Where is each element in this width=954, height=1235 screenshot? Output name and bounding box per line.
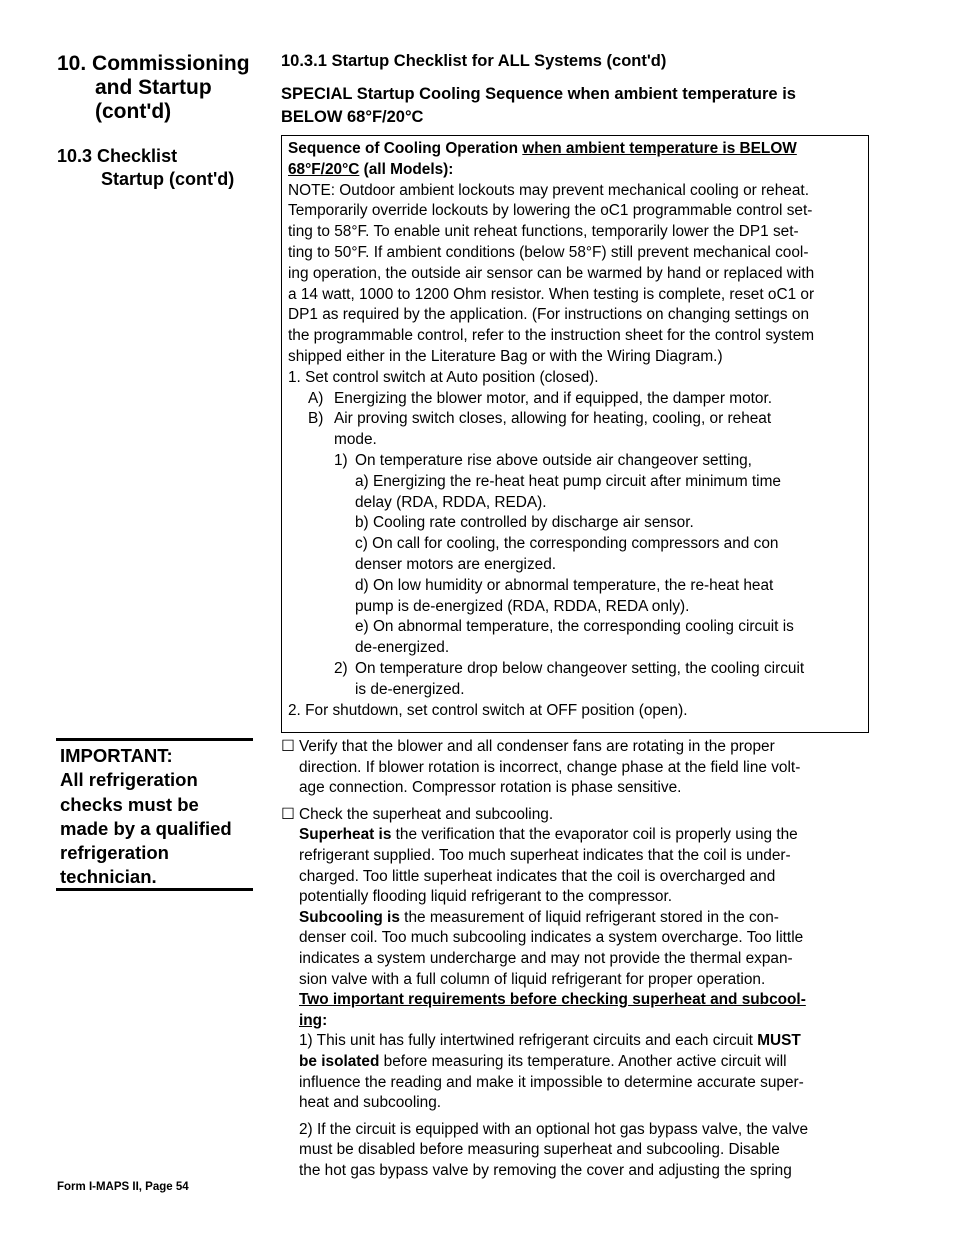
step-a-text: Energizing the blower motor, and if equipped, the damper motor. <box>334 389 773 407</box>
substep-2-line2: is de-energized. <box>355 680 465 698</box>
requirements-line2: ing <box>299 1011 323 1029</box>
req1-must: MUST <box>757 1032 801 1050</box>
note-line: DP1 as required by the application. (For instructions on changing settings on <box>288 306 810 324</box>
important-callout <box>56 738 253 891</box>
step-b-label: B) <box>308 410 324 428</box>
requirements-heading <box>281 990 869 1031</box>
box-title-a: Sequence of Cooling Operation <box>288 140 523 157</box>
note-line: ing operation, the outside air sensor can be warmed by hand or replaced with <box>288 264 815 282</box>
note-line: NOTE: Outdoor ambient lockouts may prevent mechanical cooling or reheat. <box>288 181 809 199</box>
important-line: technician. <box>60 866 157 888</box>
req1-line: heat and subcooling. <box>299 1094 442 1112</box>
chapter-heading-line1: 10. Commissioning <box>57 52 250 75</box>
box-title <box>288 139 865 181</box>
subsection-title: 10.3.1 Startup Checklist for ALL Systems (cont'd) <box>281 52 667 70</box>
superheat-term: Superheat is <box>299 826 392 844</box>
req1-line: influence the reading and make it impossible to determine accurate super- <box>299 1073 804 1091</box>
item-c-line2: denser motors are energized. <box>355 555 557 573</box>
substep-1-label: 1) <box>334 451 348 469</box>
req1-line: before measuring its temperature. Another active circuit will <box>379 1052 787 1070</box>
step-a <box>288 389 865 410</box>
subcooling-term: Subcooling is <box>299 908 400 926</box>
verify-line: age connection. Compressor rotation is phase sensitive. <box>299 779 682 797</box>
special-title-line1: SPECIAL Startup Cooling Sequence when ambient temperature is <box>281 85 796 103</box>
subcooling-line: indicates a system undercharge and may not provide the thermal expan- <box>299 949 793 967</box>
cooling-sequence-box <box>281 135 869 733</box>
important-line: All refrigeration <box>60 769 198 791</box>
step-1: 1. Set control switch at Auto position (closed). <box>288 368 599 386</box>
section-heading <box>57 145 234 191</box>
superheat-line: the verification that the evaporator coil is properly using the <box>391 826 798 844</box>
step-a-label: A) <box>308 389 324 407</box>
verify-line: Verify that the blower and all condenser fans are rotating in the proper <box>299 738 775 755</box>
superheat-paragraph <box>281 825 869 907</box>
superheat-line: charged. Too little superheat indicates that the coil is overcharged and <box>299 867 776 885</box>
substep-1 <box>288 451 865 472</box>
note-line: shipped either in the Literature Bag or with the Wiring Diagram.) <box>288 347 723 365</box>
item-e-line1: e) On abnormal temperature, the corresponding cooling circuit is <box>355 618 794 636</box>
subcooling-line: the measurement of liquid refrigerant stored in the con- <box>399 908 779 926</box>
req1-isolated: be isolated <box>299 1052 380 1070</box>
chapter-heading-line2: and Startup <box>95 76 212 99</box>
subcooling-line: denser coil. Too much subcooling indicates a system overcharge. Too little <box>299 929 804 947</box>
verify-line: direction. If blower rotation is incorrect, change phase at the field line volt- <box>299 758 801 776</box>
substep-2 <box>288 659 865 701</box>
special-sequence-title <box>281 83 881 129</box>
section-heading-line2: Startup (cont'd) <box>101 169 235 189</box>
note-line: ting to 58°F. To enable unit reheat functions, temporarily lower the DP1 set- <box>288 223 799 241</box>
substep-2-line1: On temperature drop below changeover setting, the cooling circuit <box>355 659 805 677</box>
item-b-line: b) Cooling rate controlled by discharge air sensor. <box>355 514 694 532</box>
important-line: checks must be <box>60 793 199 815</box>
section-heading-line1: 10.3 Checklist <box>57 146 178 166</box>
requirement-2 <box>281 1120 869 1182</box>
subcooling-line: sion valve with a full column of liquid refrigerant for proper operation. <box>299 970 766 988</box>
important-line: refrigeration <box>60 842 169 864</box>
step-b-line1: Air proving switch closes, allowing for heating, cooling, or reheat <box>334 410 772 428</box>
subcooling-paragraph <box>281 908 869 990</box>
special-title-line2: BELOW 68°F/20°C <box>281 108 424 126</box>
superheat-line: potentially flooding liquid refrigerant to the compressor. <box>299 888 673 906</box>
verify-item <box>281 737 869 799</box>
step-b-line2: mode. <box>334 431 377 449</box>
box-title-underlined-1: when ambient temperature is BELOW <box>522 140 797 157</box>
chapter-heading <box>57 52 250 124</box>
requirement-1 <box>281 1031 869 1113</box>
req2-line: the hot gas bypass valve by removing the cover and adjusting the spring <box>299 1161 792 1179</box>
note-line: the programmable control, refer to the instruction sheet for the control system <box>288 327 815 345</box>
req1-text-a: 1) This unit has fully intertwined refrigerant circuits and each circuit <box>299 1032 758 1050</box>
check-line: Check the superheat and subcooling. <box>299 805 554 823</box>
superheat-line: refrigerant supplied. Too much superheat indicates that the coil is under- <box>299 846 791 864</box>
note-line: Temporarily override lockouts by lowering the oC1 programmable control set- <box>288 202 813 220</box>
step-b <box>288 409 865 451</box>
box-title-underlined-2: 68°F/20°C <box>288 160 360 178</box>
page-footer: Form I-MAPS II, Page 54 <box>57 1181 189 1193</box>
req2-line: 2) If the circuit is equipped with an optional hot gas bypass valve, the valve <box>299 1120 809 1138</box>
checkbox-icon: ☐ <box>281 738 295 755</box>
checkbox-icon: ☐ <box>281 805 295 823</box>
req2-line: must be disabled before measuring superheat and subcooling. Disable <box>299 1141 780 1159</box>
note-line: ting to 50°F. If ambient conditions (below 58°F) still prevent mechanical cool- <box>288 243 809 261</box>
chapter-heading-line3: (cont'd) <box>95 100 172 123</box>
note-line: a 14 watt, 1000 to 1200 Ohm resistor. When testing is complete, reset oC1 or <box>288 285 815 303</box>
item-a-line1: a) Energizing the re-heat heat pump circuit after minimum time <box>355 472 781 490</box>
item-d-line1: d) On low humidity or abnormal temperature, the re-heat heat <box>355 576 774 594</box>
substep-2-label: 2) <box>334 659 348 677</box>
check-item <box>281 805 869 826</box>
important-title: IMPORTANT: <box>60 745 173 766</box>
requirements-line1: Two important requirements before checking superheat and subcool- <box>299 991 806 1009</box>
box-title-b: (all Models): <box>359 160 454 178</box>
item-e-line2: de-energized. <box>355 639 450 657</box>
checklist-section <box>281 737 869 1181</box>
step-2: 2. For shutdown, set control switch at OFF position (open). <box>288 701 688 719</box>
item-a-line2: delay (RDA, RDDA, REDA). <box>355 493 547 511</box>
item-d-line2: pump is de-energized (RDA, RDDA, REDA only). <box>355 597 690 615</box>
substep-1-text: On temperature rise above outside air changeover setting, <box>355 451 752 469</box>
important-line: made by a qualified <box>60 817 232 839</box>
requirements-colon: : <box>322 1011 328 1029</box>
item-c-line1: c) On call for cooling, the corresponding compressors and con <box>355 535 779 553</box>
